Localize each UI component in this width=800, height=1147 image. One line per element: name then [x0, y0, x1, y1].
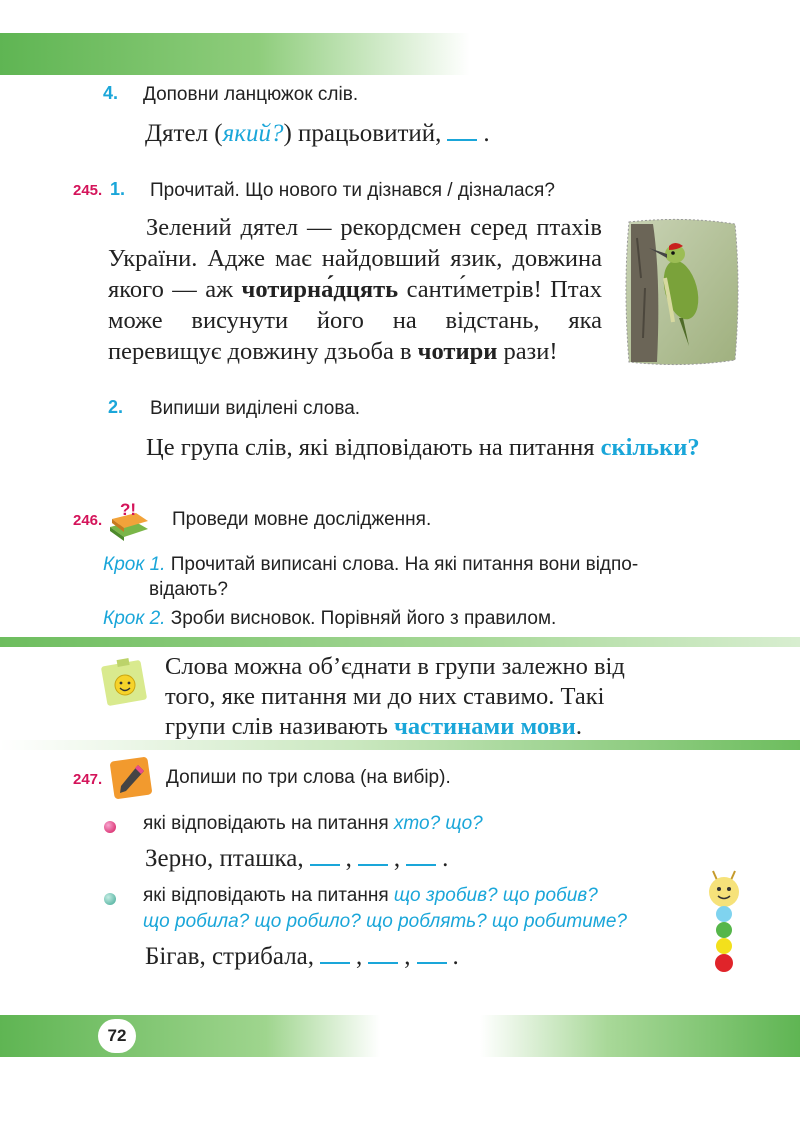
subtask-number: 1.	[110, 179, 126, 199]
woodpecker-photo	[623, 218, 741, 366]
research-books-icon	[104, 497, 152, 541]
page-number: 72	[98, 1019, 136, 1053]
answer-blank[interactable]	[358, 864, 388, 866]
step-2: Крок 2. Зроби висновок. Порівняй його з правилом.	[103, 608, 557, 629]
rule-bottom-border	[0, 740, 800, 750]
exercise-instruction: Проведи мовне дослідження.	[172, 509, 432, 530]
footer-band-left	[0, 1015, 380, 1057]
caterpillar-icon	[704, 868, 744, 978]
smiley-note-icon	[100, 657, 150, 709]
exercise-instruction: Допиши по три слова (на вибір).	[166, 767, 451, 788]
task-sentence: Дятел (який?) працьовитий, .	[145, 120, 490, 147]
exercise-number: 246.	[73, 512, 103, 529]
task-number: 4.	[103, 83, 119, 103]
bullet-1-example: Зерно, пташка, , , .	[145, 845, 449, 872]
rule-top-border	[0, 637, 800, 647]
group-sentence: Це група слів, які відповідають на питання скільки?	[146, 434, 700, 461]
answer-blank[interactable]	[417, 962, 447, 964]
subtask-instruction: Прочитай. Що нового ти дізнався / дізналася?	[150, 180, 555, 201]
answer-blank[interactable]	[320, 962, 350, 964]
bullet-pink	[104, 821, 116, 833]
exercise-number: 245.	[73, 182, 103, 199]
subtask-number: 2.	[108, 397, 124, 417]
answer-blank[interactable]	[406, 864, 436, 866]
answer-blank[interactable]	[368, 962, 398, 964]
pencil-icon	[108, 755, 156, 803]
rule-text: Слова можна об’єднати в групи залежно від того, яке питання ми до них ставимо. Такі групи слів називають частинами мови.	[165, 653, 625, 740]
bullet-2-text: які відповідають на питання що зробив? що робив? що робила? що робило? що роблять? що робитиме?	[143, 885, 627, 932]
subtask-instruction: Випиши виділені слова.	[150, 398, 361, 419]
svg-text:?!: ?!	[120, 500, 137, 519]
footer-band-right	[480, 1015, 800, 1057]
answer-blank[interactable]	[447, 139, 477, 141]
header-band	[0, 33, 470, 75]
bullet-2-example: Бігав, стрибала, , , .	[145, 943, 459, 970]
bullet-teal	[104, 893, 116, 905]
step-1: Крок 1. Прочитай виписані слова. На які питання вони відпо- відають?	[103, 554, 639, 600]
reading-text: Зелений дятел — рекордсмен серед птахів України. Адже має найдовший язик, довжина якого — аж чотирна́дцять санти́метрів! Птах може висунути його на відстань, яка перевищує довжину дзьоба в чотири рази!	[108, 214, 603, 365]
answer-blank[interactable]	[310, 864, 340, 866]
bullet-1-text: які відповідають на питання хто? що?	[143, 813, 483, 834]
exercise-number: 247.	[73, 771, 103, 788]
task-instruction: Доповни ланцюжок слів.	[143, 84, 359, 105]
